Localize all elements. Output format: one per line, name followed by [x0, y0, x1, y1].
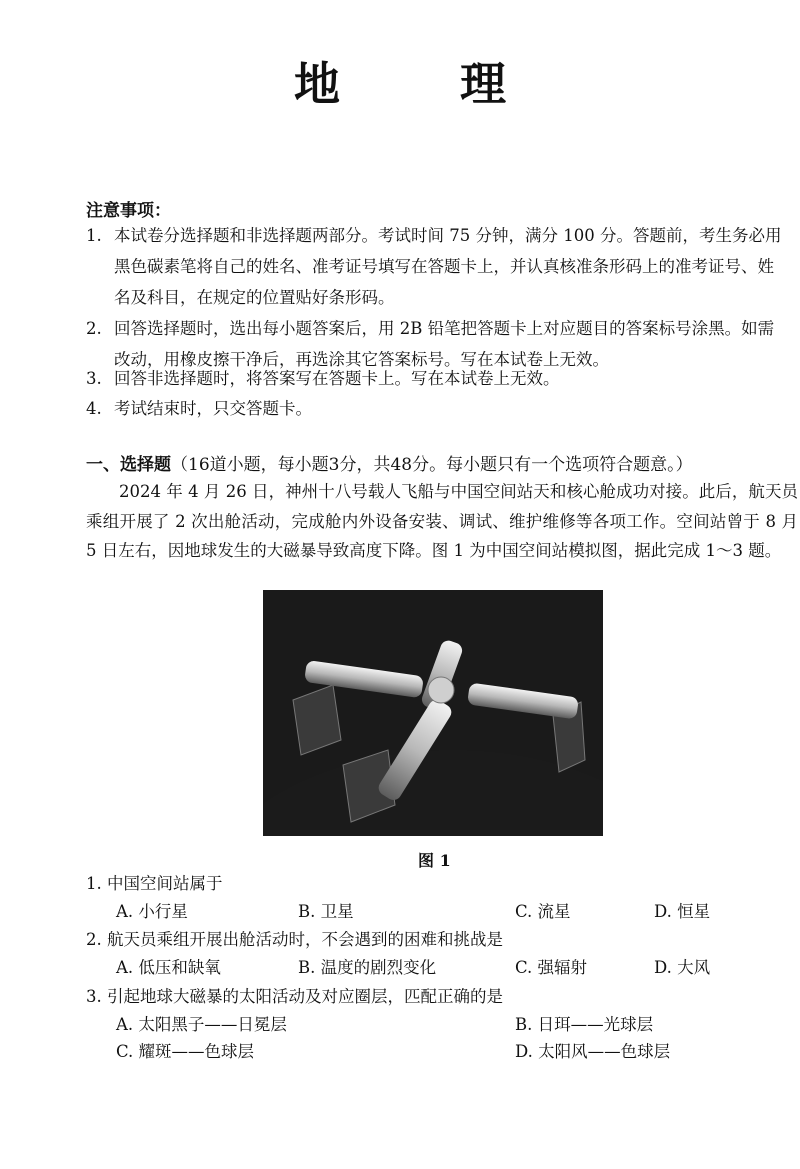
question-stem: 3. 引起地球大磁暴的太阳活动及对应圈层，匹配正确的是 [86, 987, 503, 1006]
option-c: C. 流星 [515, 902, 571, 921]
option-c: C. 强辐射 [515, 958, 588, 977]
option-b: B. 日珥——光球层 [515, 1015, 654, 1034]
notice-item-number: 3. [86, 369, 102, 388]
question-stem: 1. 中国空间站属于 [86, 874, 223, 893]
option-a: A. 小行星 [116, 902, 188, 921]
option-d: D. 太阳风——色球层 [515, 1042, 671, 1061]
notice-item-text: 回答选择题时，选出每小题答案后，用 2B 铅笔把答题卡上对应题目的答案标号涂黑。如需改动，用橡皮擦干净后，再选涂其它答案标号。写在本试卷上无效。 [114, 319, 775, 369]
option-b: B. 卫星 [298, 902, 354, 921]
notice-item-text: 回答非选择题时，将答案写在答题卡上。写在本试卷上无效。 [114, 369, 560, 388]
notice-item-text: 本试卷分选择题和非选择题两部分。考试时间 75 分钟，满分 100 分。答题前，考生务必用黑色碳素笔将自己的姓名、准考证号填写在答题卡上，并认真核准条形码上的准考证号、姓名及科目，在规定的位置贴好条形码。 [114, 226, 782, 307]
figure-caption: 图 1 [418, 851, 451, 870]
notice-item-number: 1. [86, 226, 102, 245]
option-c: C. 耀斑——色球层 [116, 1042, 255, 1061]
section-heading [86, 450, 796, 475]
notice-item [86, 393, 786, 424]
option-b: B. 温度的剧烈变化 [298, 958, 437, 977]
option-d: D. 恒星 [654, 902, 711, 921]
question-stem: 2. 航天员乘组开展出舱活动时，不会遇到的困难和挑战是 [86, 930, 503, 949]
notice-item [86, 363, 786, 394]
option-d: D. 大风 [654, 958, 711, 977]
notice-item-number: 2. [86, 319, 102, 338]
notice-item [86, 220, 786, 313]
section-instructions: （16道小题，每小题3分，共48分。每小题只有一个选项符合题意。） [171, 455, 693, 475]
notice-item-number: 4. [86, 399, 102, 418]
option-a: A. 低压和缺氧 [116, 958, 221, 977]
space-station-figure [263, 590, 603, 836]
section-title: 一、选择题 [86, 455, 171, 475]
notice-heading: 注意事项： [86, 201, 171, 221]
option-a: A. 太阳黑子——日冕层 [116, 1015, 287, 1034]
space-station-illustration [263, 590, 603, 836]
passage: 2024 年 4 月 26 日，神州十八号载人飞船与中国空间站天和核心舱成功对接。此后，航天员乘组开展了 2 次出舱活动，完成舱内外设备安装、调试、维护维修等各项工作。空间站曾于 8 月 5 日左右，因地球发生的大磁暴导致高度下降。图 1 为中国空间站模拟图，据此完成 1～3 题。 [86, 482, 798, 560]
page-title: 地 理 [293, 57, 558, 111]
notice-item-text: 考试结束时，只交答题卡。 [114, 399, 312, 418]
